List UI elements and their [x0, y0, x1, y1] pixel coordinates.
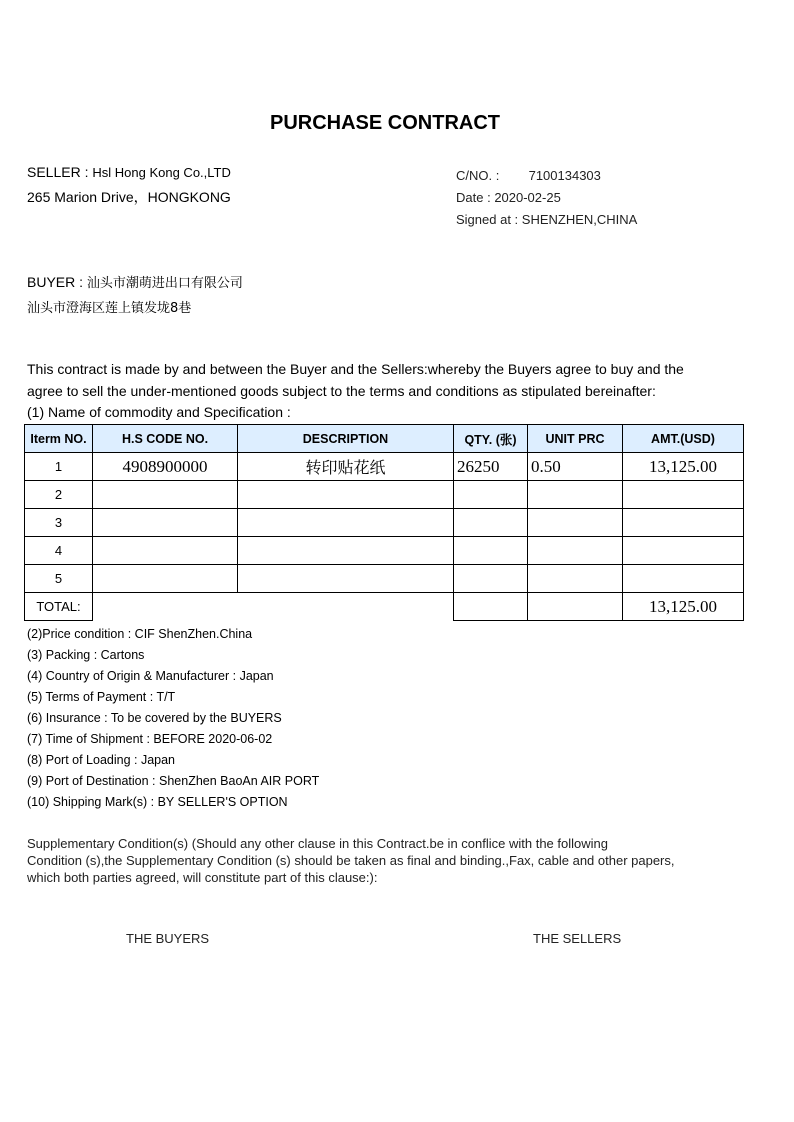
total-label: TOTAL: — [25, 593, 93, 621]
supplementary-line-3: which both parties agreed, will constitute part of this clause:): — [27, 870, 378, 885]
term-payment: (5) Terms of Payment : T/T — [27, 690, 176, 704]
cell-description — [238, 509, 454, 537]
cell-item-no: 4 — [25, 537, 93, 565]
seller-name: Hsl Hong Kong Co.,LTD — [92, 165, 231, 180]
buyer-line — [27, 272, 243, 291]
term-shipping-mark: (10) Shipping Mark(s) : BY SELLER'S OPTION — [27, 795, 288, 809]
header-description: DESCRIPTION — [238, 425, 454, 453]
table-row — [25, 453, 744, 481]
total-amount: 13,125.00 — [623, 593, 744, 621]
buyer-name: 汕头市潮萌进出口有限公司 — [86, 276, 243, 291]
cell-amount — [623, 509, 744, 537]
date-value: 2020-02-25 — [494, 190, 561, 205]
cell-amount — [623, 481, 744, 509]
total-empty-span — [93, 593, 454, 621]
cell-unit-price — [528, 481, 623, 509]
table-row — [25, 565, 744, 593]
intro-line-2: agree to sell the under-mentioned goods subject to the terms and conditions as stipulated bereinafter: — [27, 383, 656, 399]
cell-hs-code — [93, 537, 238, 565]
cell-hs-code: 4908900000 — [93, 453, 238, 481]
cell-unit-price — [528, 565, 623, 593]
cell-item-no: 1 — [25, 453, 93, 481]
contract-no-label: C/NO. : — [456, 168, 500, 183]
term-destination: (9) Port of Destination : ShenZhen BaoAn AIR PORT — [27, 774, 320, 788]
total-qty-cell — [454, 593, 528, 621]
page-title: PURCHASE CONTRACT — [270, 112, 500, 134]
cell-hs-code — [93, 481, 238, 509]
cell-qty — [454, 565, 528, 593]
cell-item-no: 3 — [25, 509, 93, 537]
cell-unit-price: 0.50 — [528, 453, 623, 481]
contract-no — [456, 168, 601, 183]
supplementary-line-1: Supplementary Condition(s) (Should any other clause in this Contract.be in conflice with the following — [27, 836, 608, 851]
goods-table — [24, 424, 744, 621]
buyers-signature-label: THE BUYERS — [126, 931, 210, 946]
table-row — [25, 481, 744, 509]
header-amount: AMT.(USD) — [623, 425, 744, 453]
cell-description — [238, 537, 454, 565]
term-packing: (3) Packing : Cartons — [27, 648, 145, 662]
total-unit-cell — [528, 593, 623, 621]
table-total-row — [25, 593, 744, 621]
contract-date — [456, 190, 561, 205]
cell-item-no: 5 — [25, 565, 93, 593]
cell-qty — [454, 509, 528, 537]
intro-line-1: This contract is made by and between the Buyer and the Sellers:whereby the Buyers agree to buy and the — [27, 361, 684, 377]
term-insurance: (6) Insurance : To be covered by the BUYERS — [27, 711, 282, 725]
cell-hs-code — [93, 509, 238, 537]
sellers-signature-label: THE SELLERS — [533, 931, 622, 946]
intro-line-3: (1) Name of commodity and Specification : — [27, 404, 291, 420]
header-unit-price: UNIT PRC — [528, 425, 623, 453]
signed-at — [456, 212, 637, 227]
supplementary-line-2: Condition (s),the Supplementary Condition (s) should be taken as final and binding.,Fax, cable and other papers, — [27, 853, 675, 868]
signed-value: SHENZHEN,CHINA — [521, 212, 638, 227]
cell-hs-code — [93, 565, 238, 593]
cell-description: 转印贴花纸 — [238, 453, 454, 481]
cell-amount — [623, 537, 744, 565]
header-hs-code: H.S CODE NO. — [93, 425, 238, 453]
cell-amount: 13,125.00 — [623, 453, 744, 481]
seller-address: 265 Marion Drive，HONGKONG — [27, 189, 231, 205]
cell-qty — [454, 537, 528, 565]
buyer-label: BUYER : — [27, 274, 84, 290]
contract-no-value: 7100134303 — [528, 168, 601, 183]
header-item-no: Iterm NO. — [25, 425, 93, 453]
cell-amount — [623, 565, 744, 593]
cell-qty — [454, 481, 528, 509]
table-row — [25, 537, 744, 565]
cell-description — [238, 565, 454, 593]
cell-qty: 26250 — [454, 453, 528, 481]
date-label: Date : — [456, 190, 491, 205]
term-loading: (8) Port of Loading : Japan — [27, 753, 176, 767]
seller-line — [27, 164, 231, 180]
buyer-address: 汕头市澄海区莲上镇发垅8巷 — [27, 301, 192, 316]
cell-unit-price — [528, 537, 623, 565]
term-origin: (4) Country of Origin & Manufacturer : Japan — [27, 669, 274, 683]
table-row — [25, 509, 744, 537]
term-shipment: (7) Time of Shipment : BEFORE 2020-06-02 — [27, 732, 273, 746]
table-header-row — [25, 425, 744, 453]
signed-label: Signed at : — [456, 212, 519, 227]
term-price-condition: (2)Price condition : CIF ShenZhen.China — [27, 627, 253, 641]
header-qty: QTY. (张) — [454, 425, 528, 453]
cell-item-no: 2 — [25, 481, 93, 509]
cell-description — [238, 481, 454, 509]
seller-label: SELLER : — [27, 164, 89, 180]
cell-unit-price — [528, 509, 623, 537]
